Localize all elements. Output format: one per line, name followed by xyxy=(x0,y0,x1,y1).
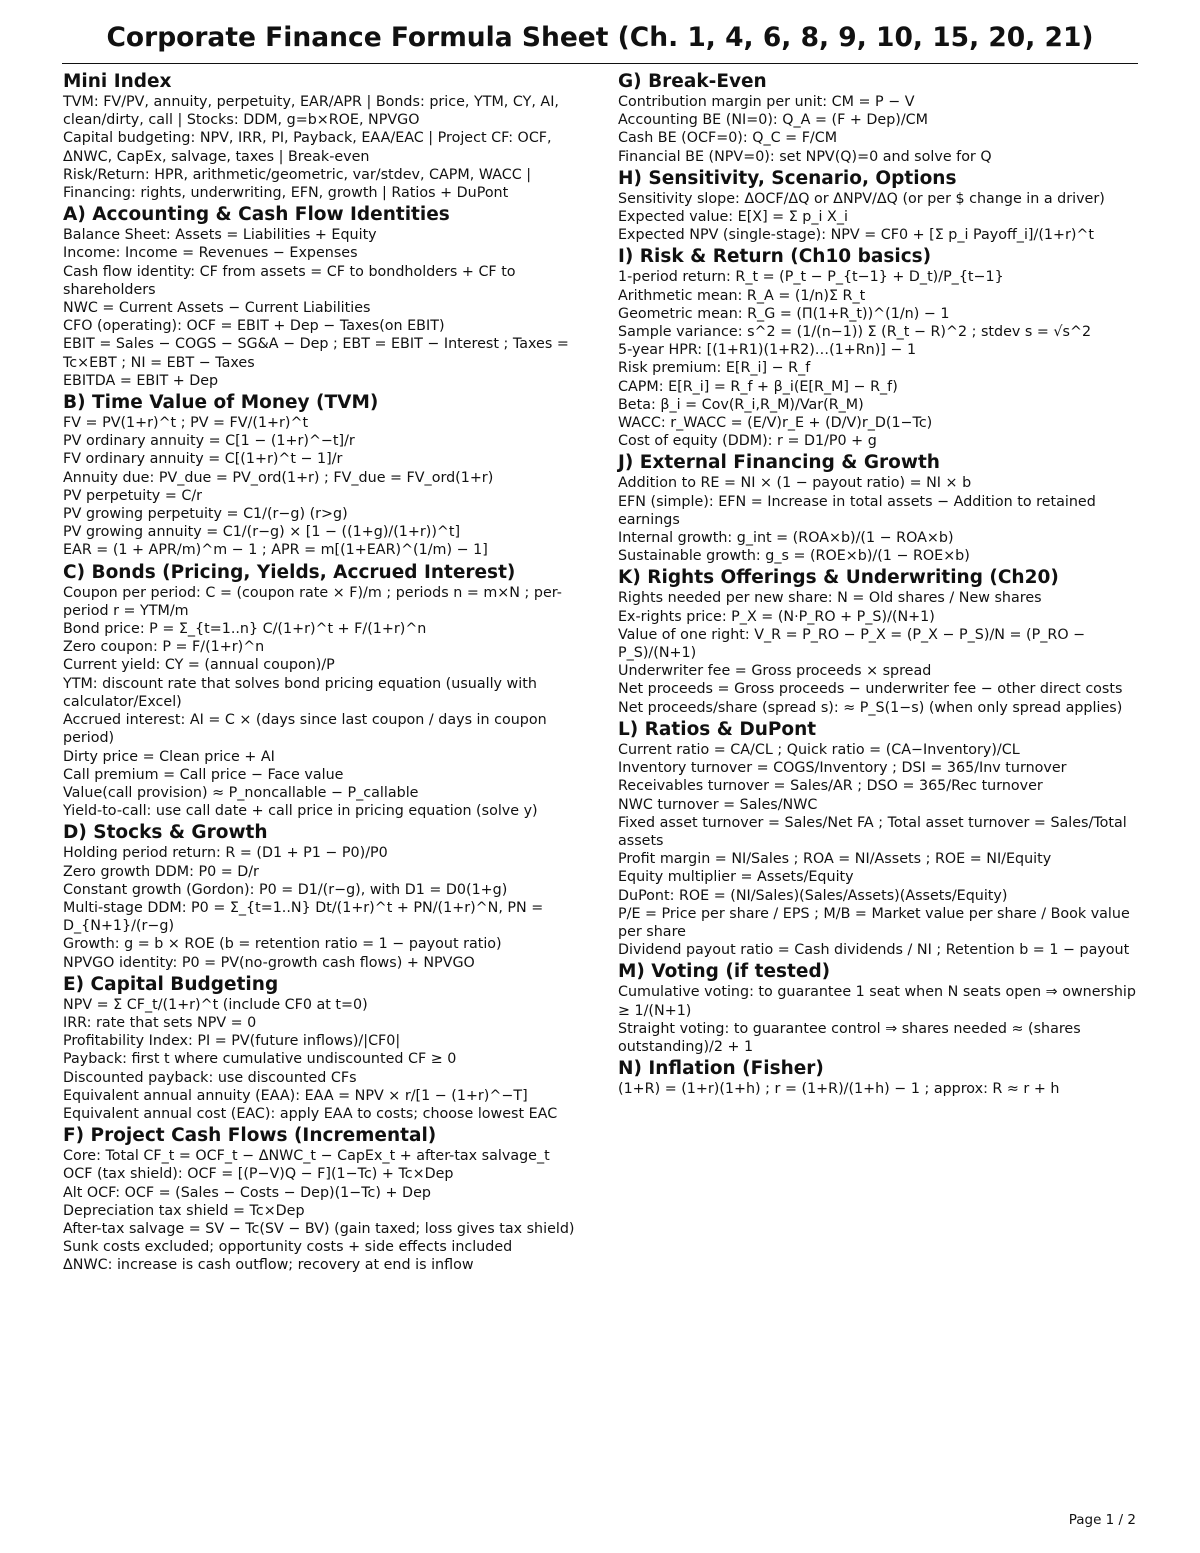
formula-line: Constant growth (Gordon): P0 = D1/(r−g), with D1 = D0(1+g) xyxy=(63,881,508,898)
formula-line: Inventory turnover = COGS/Inventory ; DSI = 365/Inv turnover xyxy=(618,760,1067,777)
formula-line: FV = PV(1+r)^t ; PV = FV/(1+r)^t xyxy=(63,415,309,432)
formula-line: Growth: g = b × ROE (b = retention ratio = 1 − payout ratio) xyxy=(63,936,502,953)
formula-line: Accounting BE (NI=0): Q_A = (F + Dep)/CM xyxy=(618,112,928,129)
formula-line: Net proceeds/share (spread s): ≈ P_S(1−s) (when only spread applies) xyxy=(618,699,1123,716)
section-heading: J) External Financing & Growth xyxy=(618,452,940,474)
formula-line: 1-period return: R_t = (P_t − P_{t−1} + D_t)/P_{t−1} xyxy=(618,269,1004,286)
formula-line: Addition to RE = NI × (1 − payout ratio) = NI × b xyxy=(618,475,972,492)
section-heading: C) Bonds (Pricing, Yields, Accrued Interest) xyxy=(63,561,516,583)
formula-line: Arithmetic mean: R_A = (1/n)Σ R_t xyxy=(618,287,866,304)
section-heading: F) Project Cash Flows (Incremental) xyxy=(63,1125,437,1147)
formula-line: NPVGO identity: P0 = PV(no-growth cash flows) + NPVGO xyxy=(63,954,475,971)
section-h-sensitivity-scenario-options xyxy=(618,167,1138,245)
formula-line: Fixed asset turnover = Sales/Net FA ; Total asset turnover = Sales/Total assets xyxy=(618,814,1127,849)
section-k-rights-offerings-underwriting-ch20 xyxy=(618,566,1138,716)
formula-line: Geometric mean: R_G = (Π(1+R_t))^(1/n) − 1 xyxy=(618,305,950,322)
formula-line: Rights needed per new share: N = Old shares / New shares xyxy=(618,590,1042,607)
formula-line: Equity multiplier = Assets/Equity xyxy=(618,869,854,886)
title-divider xyxy=(62,63,1138,64)
formula-line: EAR = (1 + APR/m)^m − 1 ; APR = m[(1+EAR)^(1/m) − 1] xyxy=(63,542,488,559)
section-heading: A) Accounting & Cash Flow Identities xyxy=(63,204,450,226)
section-heading: B) Time Value of Money (TVM) xyxy=(63,392,379,414)
formula-line: OCF (tax shield): OCF = [(P−V)Q − F](1−Tc) + Tc×Dep xyxy=(63,1166,454,1183)
formula-line: PV growing annuity = C1/(r−g) × [1 − ((1+g)/(1+r))^t] xyxy=(63,524,461,541)
formula-line: Yield-to-call: use call date + call price in pricing equation (solve y) xyxy=(63,803,538,820)
formula-line: Value of one right: V_R = P_RO − P_X = (P_X − P_S)/N = (P_RO − P_S)/(N+1) xyxy=(618,626,1086,662)
formula-line: Equivalent annual cost (EAC): apply EAA to costs; choose lowest EAC xyxy=(63,1105,558,1122)
formula-line: Current yield: CY = (annual coupon)/P xyxy=(63,657,335,674)
section-heading: H) Sensitivity, Scenario, Options xyxy=(618,167,957,189)
formula-line: CAPM: E[R_i] = R_f + β_i(E[R_M] − R_f) xyxy=(618,378,898,395)
formula-line: Cash BE (OCF=0): Q_C = F/CM xyxy=(618,130,838,147)
formula-line: Alt OCF: OCF = (Sales − Costs − Dep)(1−Tc) + Dep xyxy=(63,1184,431,1201)
formula-line: Discounted payback: use discounted CFs xyxy=(63,1069,357,1086)
formula-line: YTM: discount rate that solves bond pricing equation (usually with calculator/Excel) xyxy=(63,675,537,710)
formula-line: 5-year HPR: [(1+R1)(1+R2)…(1+Rn)] − 1 xyxy=(618,342,917,359)
formula-line: Profitability Index: PI = PV(future inflows)/|CF0| xyxy=(63,1033,401,1050)
formula-line: Cumulative voting: to guarantee 1 seat when N seats open ⇒ ownership ≥ 1/(N+1) xyxy=(618,984,1136,1019)
section-f-project-cash-flows-incremental xyxy=(63,1124,591,1274)
formula-line: Ex-rights price: P_X = (N·P_RO + P_S)/(N+1) xyxy=(618,608,935,625)
formula-line: Coupon per period: C = (coupon rate × F)/m ; periods n = m×N ; per-period r = YTM/m xyxy=(63,584,562,619)
formula-line: Internal growth: g_int = (ROA×b)/(1 − ROA×b) xyxy=(618,530,954,547)
formula-line: EBITDA = EBIT + Dep xyxy=(63,372,219,389)
formula-line: WACC: r_WACC = (E/V)r_E + (D/V)r_D(1−Tc) xyxy=(618,415,933,432)
section-e-capital-budgeting xyxy=(63,973,591,1123)
section-c-bonds-pricing-yields-accrued-interest xyxy=(63,561,591,821)
right-column xyxy=(618,70,1138,1098)
formula-line: Receivables turnover = Sales/AR ; DSO = 365/Rec turnover xyxy=(618,778,1043,795)
formula-line: Current ratio = CA/CL ; Quick ratio = (CA−Inventory)/CL xyxy=(618,741,1020,758)
formula-line: DuPont: ROE = (NI/Sales)(Sales/Assets)(Assets/Equity) xyxy=(618,887,1008,904)
section-heading: D) Stocks & Growth xyxy=(63,822,268,844)
formula-line: Contribution margin per unit: CM = P − V xyxy=(618,94,915,110)
formula-line: Expected NPV (single-stage): NPV = CF0 + [Σ p_i Payoff_i]/(1+r)^t xyxy=(618,227,1095,244)
page-title: Corporate Finance Formula Sheet (Ch. 1, 4, 6, 8, 9, 10, 15, 20, 21) xyxy=(106,22,1094,53)
formula-line: Dirty price = Clean price + AI xyxy=(63,748,275,765)
formula-line: Accrued interest: AI = C × (days since last coupon / days in coupon period) xyxy=(63,712,547,747)
section-heading: Mini Index xyxy=(63,71,172,92)
formula-line: Call premium = Call price − Face value xyxy=(63,766,344,783)
formula-line: Risk/Return: HPR, arithmetic/geometric, var/stdev, CAPM, WACC | Financing: rights, underwriting, EFN, growth | Ratios + DuPont xyxy=(63,166,532,202)
section-i-risk-return-ch10-basics xyxy=(618,245,1138,450)
formula-line: Dividend payout ratio = Cash dividends / NI ; Retention b = 1 − payout xyxy=(618,942,1130,959)
formula-line: Value(call provision) ≈ P_noncallable − P_callable xyxy=(63,784,419,801)
formula-line: Equivalent annual annuity (EAA): EAA = NPV × r/[1 − (1+r)^−T] xyxy=(63,1087,528,1104)
section-heading: M) Voting (if tested) xyxy=(618,961,831,983)
formula-line: Zero coupon: P = F/(1+r)^n xyxy=(63,639,265,656)
left-column xyxy=(63,70,591,1275)
formula-line: Zero growth DDM: P0 = D/r xyxy=(63,863,259,880)
formula-line: Capital budgeting: NPV, IRR, PI, Payback, EAA/EAC | Project CF: OCF, ΔNWC, CapEx, salvage, taxes | Break-even xyxy=(63,130,552,165)
formula-line: Balance Sheet: Assets = Liabilities + Equity xyxy=(63,227,377,244)
section-heading: E) Capital Budgeting xyxy=(63,973,279,995)
page-number: Page 1 / 2 xyxy=(1068,1512,1136,1528)
formula-line: Beta: β_i = Cov(R_i,R_M)/Var(R_M) xyxy=(618,396,864,413)
formula-line: Sample variance: s^2 = (1/(n−1)) Σ (R_t − R)^2 ; stdev s = √s^2 xyxy=(618,324,1092,341)
formula-line: NPV = Σ CF_t/(1+r)^t (include CF0 at t=0) xyxy=(63,996,368,1013)
formula-line: P/E = Price per share / EPS ; M/B = Market value per share / Book value per share xyxy=(618,905,1130,940)
formula-line: Multi-stage DDM: P0 = Σ_{t=1..N} Dt/(1+r)^t + PN/(1+r)^N, PN = D_{N+1}/(r−g) xyxy=(63,899,544,935)
formula-line: PV perpetuity = C/r xyxy=(63,487,203,504)
section-heading: L) Ratios & DuPont xyxy=(618,718,817,740)
formula-line: Sensitivity slope: ΔOCF/ΔQ or ΔNPV/ΔQ (or per $ change in a driver) xyxy=(618,190,1105,207)
section-d-stocks-growth xyxy=(63,821,591,971)
formula-line: Straight voting: to guarantee control ⇒ shares needed ≈ (shares outstanding)/2 + 1 xyxy=(618,1020,1081,1055)
section-mini-index xyxy=(63,70,591,202)
formula-line: PV growing perpetuity = C1/(r−g) (r>g) xyxy=(63,506,348,523)
section-l-ratios-dupont xyxy=(618,718,1138,959)
section-j-external-financing-growth xyxy=(618,451,1138,565)
formula-line: ΔNWC: increase is cash outflow; recovery at end is inflow xyxy=(63,1257,474,1274)
formula-line: Financial BE (NPV=0): set NPV(Q)=0 and solve for Q xyxy=(618,148,992,165)
formula-line: Sunk costs excluded; opportunity costs + side effects included xyxy=(63,1239,513,1256)
formula-line: PV ordinary annuity = C[1 − (1+r)^−t]/r xyxy=(63,433,355,450)
section-heading: K) Rights Offerings & Underwriting (Ch20) xyxy=(618,567,1059,589)
section-b-time-value-of-money-tvm xyxy=(63,391,591,560)
formula-line: EFN (simple): EFN = Increase in total assets − Addition to retained earnings xyxy=(618,493,1096,528)
formula-line: EBIT = Sales − COGS − SG&A − Dep ; EBT = EBIT − Interest ; Taxes = Tc×EBT ; NI = EBT − Taxes xyxy=(63,336,569,371)
formula-line: CFO (operating): OCF = EBIT + Dep − Taxes(on EBIT) xyxy=(63,318,445,335)
formula-line: Sustainable growth: g_s = (ROE×b)/(1 − ROE×b) xyxy=(618,548,970,565)
formula-line: Holding period return: R = (D1 + P1 − P0)/P0 xyxy=(63,845,388,862)
section-a-accounting-cash-flow-identities xyxy=(63,203,591,390)
formula-line: Expected value: E[X] = Σ p_i X_i xyxy=(618,209,848,226)
formula-line: (1+R) = (1+r)(1+h) ; r = (1+R)/(1+h) − 1 ; approx: R ≈ r + h xyxy=(618,1081,1060,1098)
formula-line: Depreciation tax shield = Tc×Dep xyxy=(63,1202,305,1219)
formula-line: FV ordinary annuity = C[(1+r)^t − 1]/r xyxy=(63,451,343,468)
formula-line: IRR: rate that sets NPV = 0 xyxy=(63,1014,257,1031)
section-g-break-even xyxy=(618,70,1138,166)
section-heading: N) Inflation (Fisher) xyxy=(618,1058,824,1080)
section-heading: I) Risk & Return (Ch10 basics) xyxy=(618,246,932,268)
formula-line: Annuity due: PV_due = PV_ord(1+r) ; FV_due = FV_ord(1+r) xyxy=(63,469,494,486)
section-heading: G) Break-Even xyxy=(618,71,767,92)
formula-line: NWC = Current Assets − Current Liabilities xyxy=(63,300,371,317)
formula-line: Core: Total CF_t = OCF_t − ΔNWC_t − CapEx_t + after-tax salvage_t xyxy=(63,1148,550,1165)
formula-line: Profit margin = NI/Sales ; ROA = NI/Assets ; ROE = NI/Equity xyxy=(618,851,1052,868)
formula-line: Bond price: P = Σ_{t=1..n} C/(1+r)^t + F/(1+r)^n xyxy=(63,621,427,638)
formula-line: Risk premium: E[R_i] − R_f xyxy=(618,360,811,377)
formula-line: Cash flow identity: CF from assets = CF to bondholders + CF to shareholders xyxy=(63,263,516,298)
formula-line: Income: Income = Revenues − Expenses xyxy=(63,245,358,262)
formula-line: Payback: first t where cumulative undiscounted CF ≥ 0 xyxy=(63,1051,457,1068)
formula-line: After-tax salvage = SV − Tc(SV − BV) (gain taxed; loss gives tax shield) xyxy=(63,1220,575,1237)
formula-line: Net proceeds = Gross proceeds − underwriter fee − other direct costs xyxy=(618,681,1123,698)
formula-line: NWC turnover = Sales/NWC xyxy=(618,796,818,813)
section-n-inflation-fisher xyxy=(618,1057,1138,1098)
formula-line: TVM: FV/PV, annuity, perpetuity, EAR/APR | Bonds: price, YTM, CY, AI, clean/dirty, call | Stocks: DDM, g=b×ROE, NPVGO xyxy=(63,94,559,129)
formula-line: Cost of equity (DDM): r = D1/P0 + g xyxy=(618,433,877,450)
formula-line: Underwriter fee = Gross proceeds × spread xyxy=(618,663,932,680)
section-m-voting-if-tested xyxy=(618,960,1138,1056)
